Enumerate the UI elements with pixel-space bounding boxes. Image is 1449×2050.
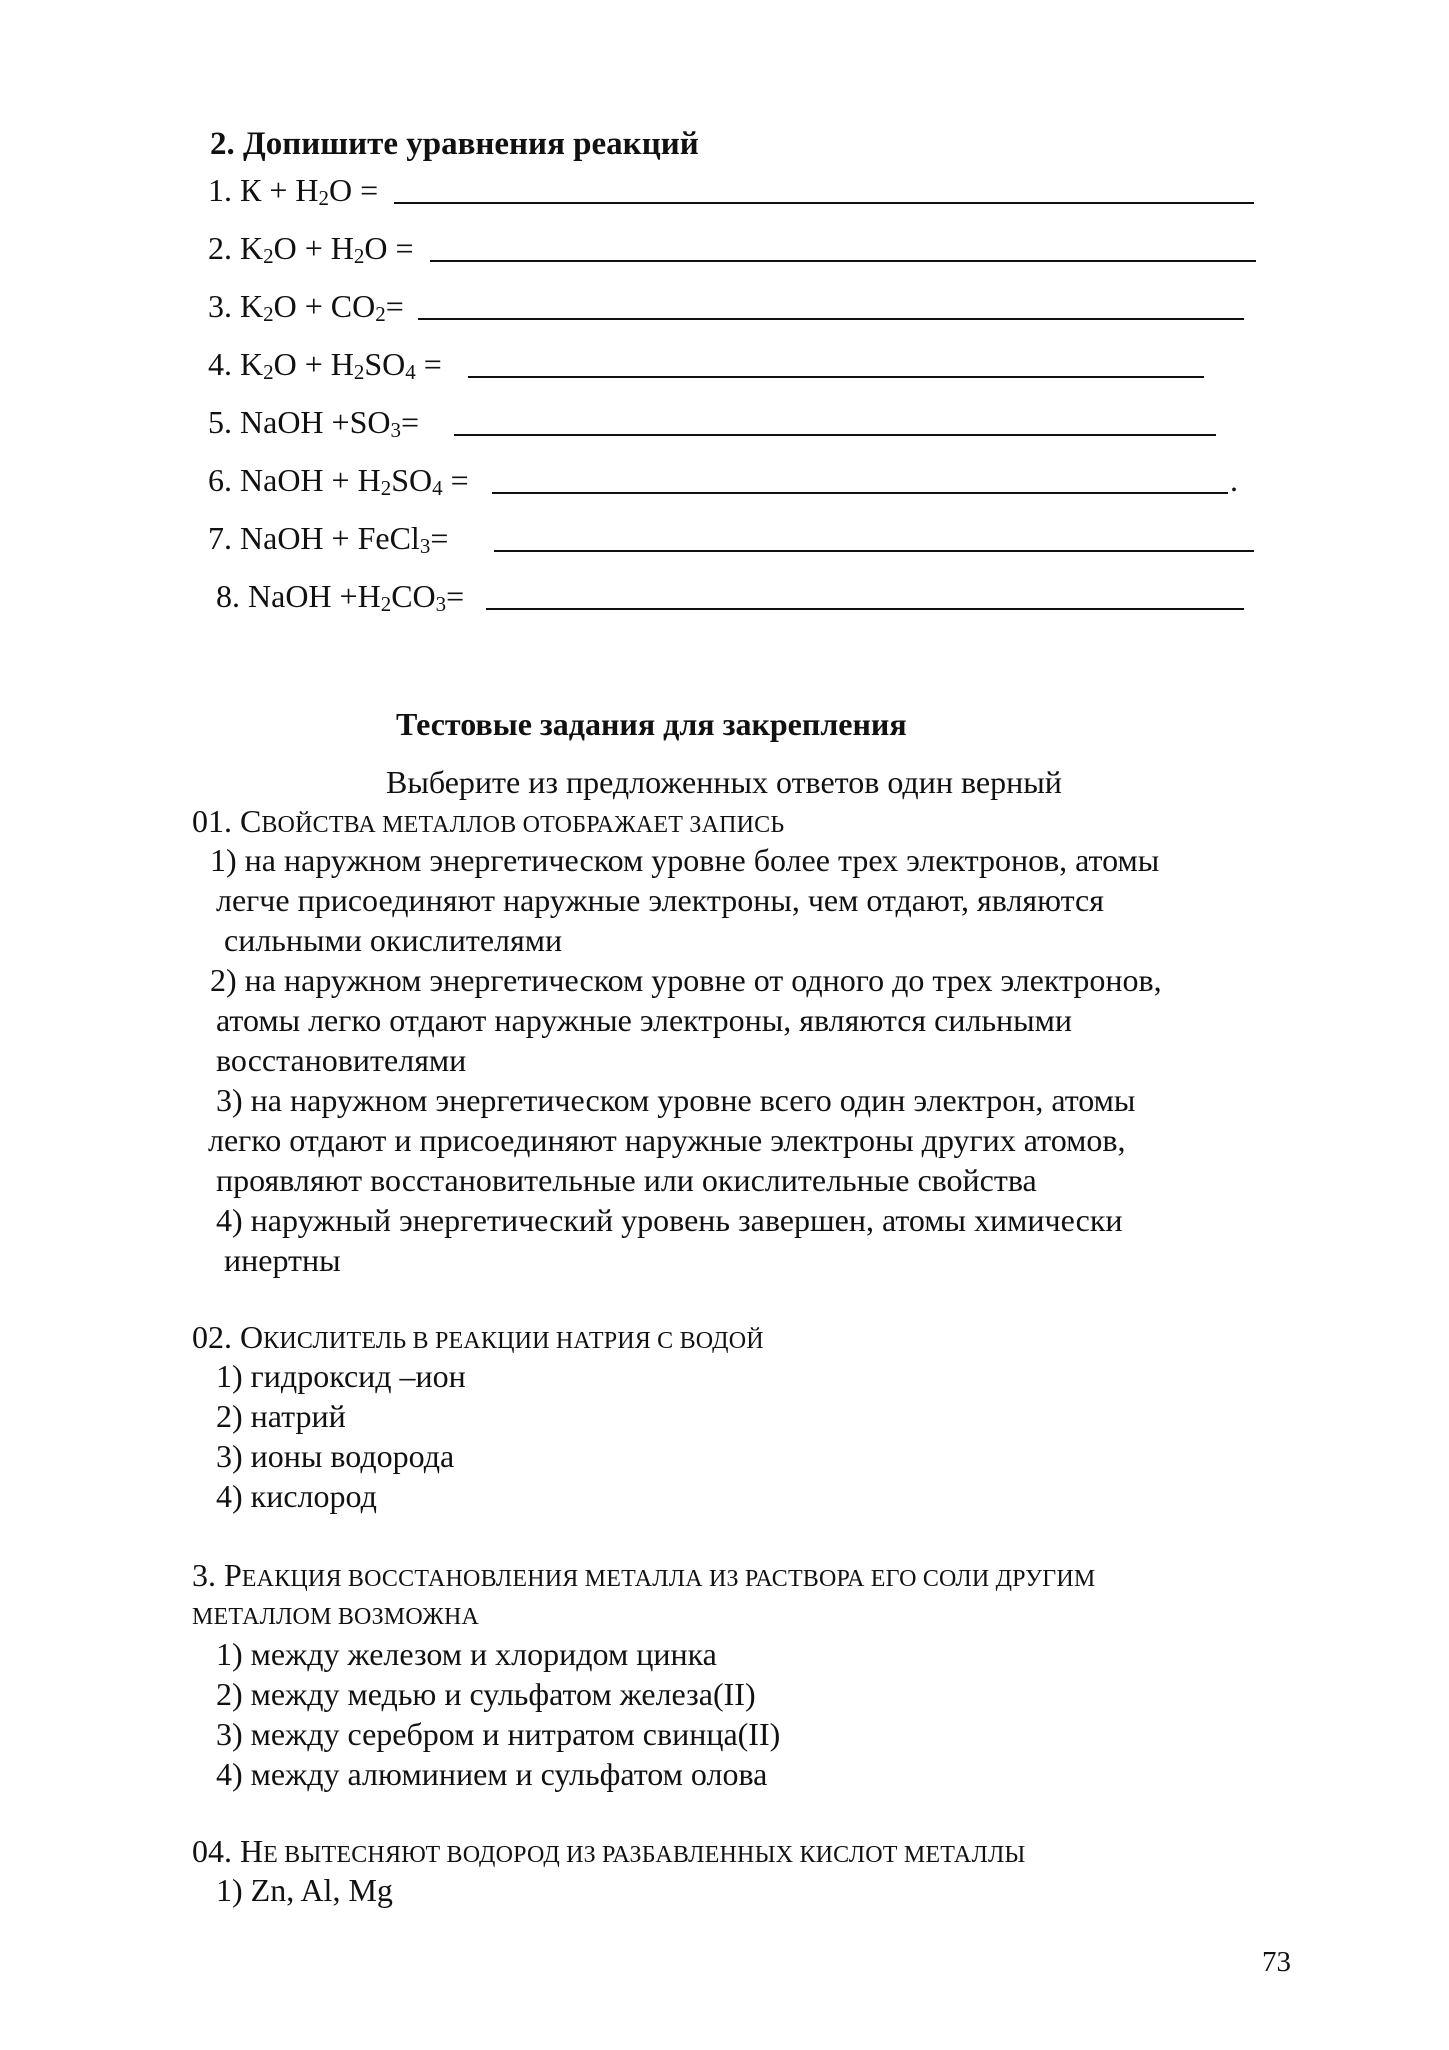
question-1-line-9: проявляют восстановительные или окислительные свойства	[216, 1162, 1037, 1198]
question-3-option-4: 4) между алюминием и сульфатом олова	[216, 1756, 768, 1792]
question-number: 04.	[192, 1833, 240, 1869]
equation-text: O + H	[273, 230, 354, 266]
equation-text: O =	[329, 172, 379, 208]
question-1-line-4: 2) на наружном энергетическом уровне от одного до трех электронов,	[210, 962, 1162, 998]
equation-number: 7.	[208, 520, 232, 556]
subscript: 3	[435, 592, 447, 616]
question-4-title	[192, 1832, 1026, 1874]
question-title-rest: МЕТАЛЛОМ ВОЗМОЖНА	[192, 1604, 480, 1630]
equation-text: K	[240, 346, 264, 382]
question-title-cap: С	[240, 803, 262, 839]
question-3-option-1: 1) между железом и хлоридом цинка	[216, 1636, 717, 1672]
question-title-rest: ЕАКЦИЯ ВОССТАНОВЛЕНИЯ МЕТАЛЛА ИЗ РАСТВОРА ЕГО СОЛИ ДРУГИМ	[241, 1566, 1096, 1592]
equation-text: =	[415, 346, 442, 382]
question-number: 01.	[192, 803, 240, 839]
equation-text: K	[240, 288, 264, 324]
equation-text: =	[446, 578, 465, 614]
equation-7	[208, 518, 448, 558]
equation-4	[208, 344, 442, 384]
question-1-line-8: легко отдают и присоединяют наружные электроны других атомов,	[208, 1122, 1126, 1158]
answer-line-7[interactable]	[494, 550, 1254, 552]
equation-text: NaOH +H	[248, 578, 381, 614]
trailing-dot: .	[1230, 462, 1238, 498]
subscript: 2	[380, 476, 392, 500]
question-1-line-1: 1) на наружном энергетическом уровне более трех электронов, атомы	[210, 842, 1160, 878]
question-title-cap: Н	[240, 1833, 264, 1869]
question-2-option-4: 4) кислород	[216, 1478, 377, 1514]
equation-number: 3.	[208, 288, 232, 324]
equation-number: 6.	[208, 462, 232, 498]
equation-text: O + CO	[273, 288, 376, 324]
question-title-rest: Е ВЫТЕСНЯЮТ ВОДОРОД ИЗ РАЗБАВЛЕННЫХ КИСЛОТ МЕТАЛЛЫ	[263, 1842, 1026, 1868]
equation-5	[208, 402, 419, 442]
equation-text: =	[430, 520, 449, 556]
subscript: 2	[263, 244, 274, 268]
equation-text: K	[240, 230, 264, 266]
subscript: 2	[318, 186, 329, 210]
equation-text: SO	[364, 346, 406, 382]
question-2-option-2: 2) натрий	[216, 1398, 346, 1434]
equation-number: 4.	[208, 346, 232, 382]
equation-text: =	[442, 462, 469, 498]
equation-6	[208, 460, 469, 500]
answer-line-6[interactable]	[492, 492, 1228, 494]
question-4-option-1: 1) Zn, Al, Mg	[216, 1872, 393, 1908]
question-title-rest: КИСЛИТЕЛЬ В РЕАКЦИИ НАТРИЯ С ВОДОЙ	[263, 1328, 764, 1354]
equation-3	[208, 286, 404, 326]
question-number: 3.	[192, 1557, 224, 1593]
subscript: 3	[419, 534, 431, 558]
equation-text: =	[400, 404, 420, 440]
equation-number: 2.	[208, 230, 232, 266]
answer-line-3[interactable]	[418, 318, 1244, 320]
answer-line-5[interactable]	[454, 434, 1216, 436]
equation-number: 1.	[208, 172, 232, 208]
equation-text: NaOH +SO	[240, 404, 391, 440]
subscript: 2	[263, 302, 274, 326]
question-title-cap: О	[240, 1319, 264, 1355]
equation-text: SO	[391, 462, 433, 498]
equation-text: O + H	[273, 346, 354, 382]
question-1-line-7: 3) на наружном энергетическом уровне всего один электрон, атомы	[216, 1082, 1136, 1118]
question-number: 02.	[192, 1319, 240, 1355]
test-heading: Тестовые задания для закрепления	[396, 706, 907, 742]
answer-line-1[interactable]	[394, 202, 1254, 204]
question-1-line-3: сильными окислителями	[224, 922, 563, 958]
answer-line-2[interactable]	[430, 260, 1256, 262]
equation-number: 5.	[208, 404, 232, 440]
question-1-line-10: 4) наружный энергетический уровень завершен, атомы химически	[216, 1202, 1123, 1238]
question-3-option-3: 3) между серебром и нитратом свинца(II)	[216, 1716, 781, 1752]
equation-text: =	[385, 288, 404, 324]
question-2-option-3: 3) ионы водорода	[216, 1438, 455, 1474]
page-number: 73	[1262, 1946, 1291, 1978]
subscript: 2	[263, 360, 274, 384]
question-1-line-6: восстановителями	[216, 1042, 467, 1078]
subscript: 2	[375, 302, 386, 326]
question-1-title	[192, 802, 784, 844]
answer-line-4[interactable]	[468, 376, 1204, 378]
question-3-option-2: 2) между медью и сульфатом железа(II)	[216, 1676, 756, 1712]
question-title-cap: Р	[224, 1557, 242, 1593]
equation-text: O =	[364, 230, 414, 266]
equation-text: NaOH + H	[240, 462, 381, 498]
subscript: 3	[390, 418, 401, 442]
question-title-rest: ВОЙСТВА МЕТАЛЛОВ ОТОБРАЖАЕТ ЗАПИСЬ	[261, 812, 785, 838]
question-1-line-11: инертны	[224, 1242, 341, 1278]
subscript: 2	[353, 360, 365, 384]
equation-text: CO	[391, 578, 436, 614]
question-3-title	[192, 1556, 1095, 1598]
subscript: 2	[380, 592, 392, 616]
question-2-option-1: 1) гидроксид –ион	[216, 1358, 466, 1394]
equation-1	[208, 170, 378, 210]
subscript: 4	[405, 360, 416, 384]
question-3-title-line-2	[192, 1594, 479, 1636]
test-instruction: Выберите из предложенных ответов один верный	[386, 764, 1062, 800]
subscript: 2	[353, 244, 365, 268]
equation-2	[208, 228, 414, 268]
equation-number: 8.	[216, 578, 240, 614]
equation-text: К + H	[240, 172, 319, 208]
question-2-title	[192, 1318, 764, 1360]
question-1-line-5: атомы легко отдают наружные электроны, являются сильными	[216, 1002, 1073, 1038]
answer-line-8[interactable]	[486, 608, 1244, 610]
equation-8	[216, 576, 464, 616]
equation-text: NaOH + FeCl	[240, 520, 420, 556]
section-title: 2. Допишите уравнения реакций	[210, 126, 699, 162]
question-1-line-2: легче присоединяют наружные электроны, чем отдают, являются	[216, 882, 1104, 918]
subscript: 4	[432, 476, 443, 500]
